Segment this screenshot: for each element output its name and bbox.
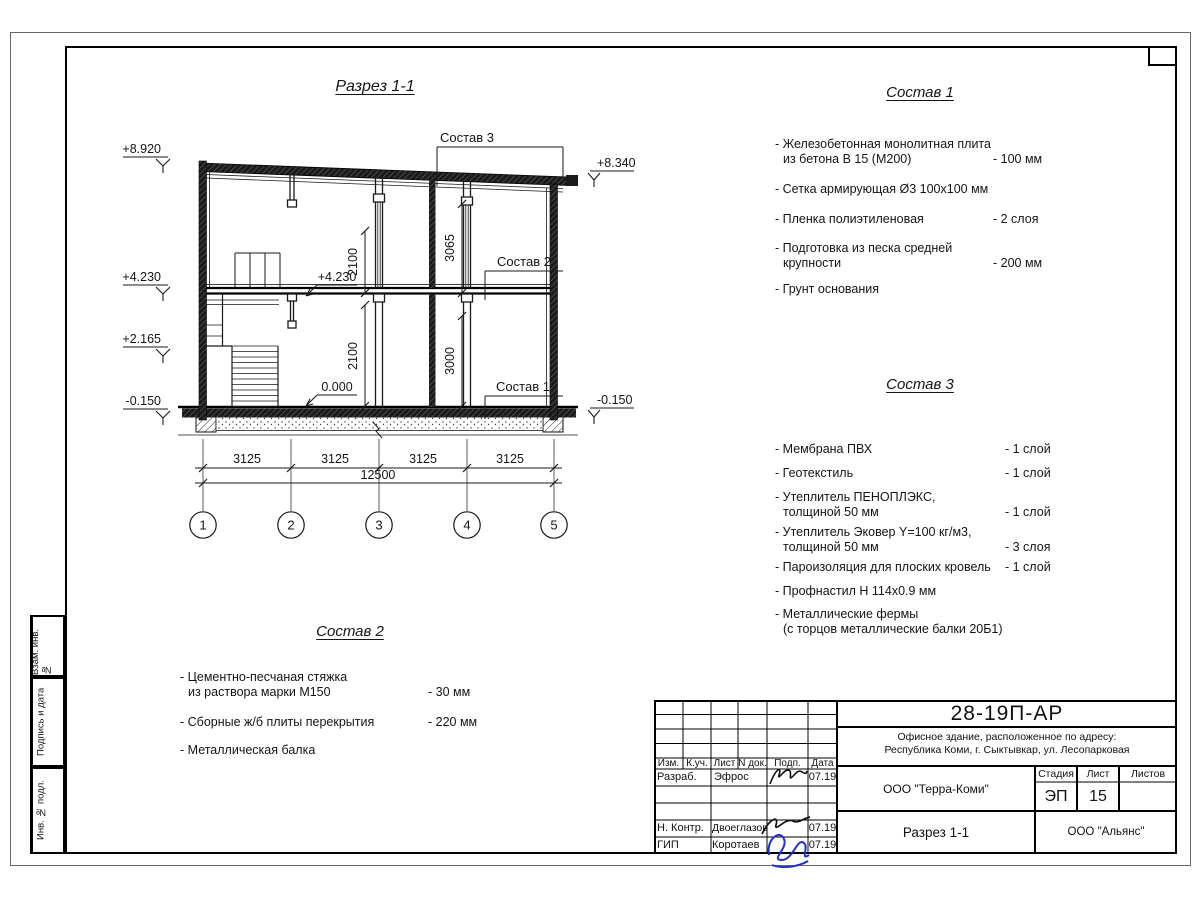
svg-text:12500: 12500 (360, 468, 396, 482)
tb-role-razrab: Разраб. (657, 771, 697, 783)
sostav1-title: Состав 1 (886, 84, 954, 101)
list-item: - Железобетонная монолитная плита из бетона В 15 (М200) - 100 мм (775, 137, 1043, 166)
tb-header-kuch: К.уч. (686, 758, 708, 769)
list-item: - Сборные ж/б плиты перекрытия - 220 мм (180, 715, 478, 729)
svg-text:3125: 3125 (321, 452, 349, 466)
sostav3-list (775, 440, 1185, 640)
tb-header-data: Дата (811, 758, 834, 769)
tb-view-name: Разрез 1-1 (902, 824, 970, 840)
tb-address-line2: Республика Коми, г. Сыктывкар, ул. Лесопарковая (884, 744, 1130, 756)
list-item: - Грунт основания (775, 282, 880, 296)
svg-text:2100: 2100 (346, 248, 360, 276)
tb-role-nkontr: Н. Контр. (657, 822, 704, 834)
svg-text:5: 5 (550, 517, 558, 533)
stamp-label-vzam: Взам. инв. № (32, 617, 49, 675)
list-item: - Металлическая балка (180, 743, 316, 757)
signature-korotaev (764, 827, 814, 869)
stairs (206, 253, 280, 407)
tb-header-podp: Подп. (774, 758, 801, 769)
list-item: - Мембрана ПВХ - 1 слой (775, 442, 1051, 456)
tb-role-gip: ГИП (657, 839, 679, 851)
tb-sheets-label: Листов (1130, 768, 1166, 780)
tb-stage-label: Стадия (1038, 768, 1074, 780)
tb-stage-value: ЭП (1044, 787, 1068, 805)
tb-date-gip: 07.19 (808, 839, 837, 851)
roof-slab (200, 163, 578, 192)
ground-slab-hatch (182, 409, 576, 418)
tb-doc-code: 28-19П-АР (950, 702, 1064, 725)
axis-bubbles (190, 512, 567, 538)
list-item: - Пленка полиэтиленовая - 2 слоя (775, 212, 1039, 226)
sostav2-title: Состав 2 (316, 623, 384, 640)
section-drawing (100, 60, 650, 550)
tb-sheet-label: Лист (1086, 768, 1110, 780)
sostav2-list (180, 668, 600, 768)
svg-text:+4.230: +4.230 (122, 270, 161, 284)
list-item: - Профнастил Н 114х0.9 мм (775, 584, 937, 598)
svg-text:3125: 3125 (233, 452, 261, 466)
tb-name-efros: Эфрос (714, 771, 749, 783)
svg-text:4: 4 (463, 517, 471, 533)
sostav1-list (775, 135, 1185, 305)
svg-text:3125: 3125 (409, 452, 437, 466)
svg-text:2100: 2100 (346, 342, 360, 370)
list-item: - Утеплитель ПЕНОПЛЭКС, толщиной 50 мм - 1 слой (775, 490, 1051, 519)
svg-text:-0.150: -0.150 (597, 393, 633, 407)
svg-text:1: 1 (199, 517, 207, 533)
tb-address-line1: Офисное здание, расположенное по адресу: (897, 731, 1117, 743)
list-item: - Подготовка из песка средней крупности - 200 мм (775, 241, 1043, 270)
svg-text:+4.230: +4.230 (317, 270, 357, 284)
svg-text:+8.340: +8.340 (597, 156, 636, 170)
svg-text:Состав 2: Состав 2 (497, 254, 551, 269)
sand-layer (216, 418, 543, 431)
svg-text:0.000: 0.000 (321, 380, 353, 394)
tb-header-izm: Изм. (657, 758, 680, 769)
list-item: - Геотекстиль - 1 слой (775, 466, 1051, 480)
list-item: - Утеплитель Эковер Y=100 кг/м3, толщиной 50 мм - 3 слоя (775, 525, 1051, 554)
list-item: - Пароизоляция для плоских кровель - 1 слой (775, 560, 1051, 574)
svg-text:Состав 3: Состав 3 (440, 130, 494, 145)
svg-text:+8.920: +8.920 (122, 142, 161, 156)
svg-text:3065: 3065 (443, 234, 457, 262)
corner-box (1148, 46, 1177, 66)
tb-org-right: ООО "Альянс" (1067, 826, 1145, 838)
stamp-box-inv (30, 767, 65, 854)
title-block (654, 700, 1177, 854)
tb-name-dvoeglazov: Двоеглазов (712, 822, 768, 834)
stamp-label-podpis: Подпись и дата (32, 679, 49, 765)
tb-address (837, 731, 1177, 757)
tb-date-nkontr: 07.19 (808, 822, 837, 834)
svg-text:+2.165: +2.165 (122, 332, 161, 346)
svg-text:3000: 3000 (443, 347, 457, 375)
section-title: Разрез 1-1 (335, 78, 415, 95)
tb-sheet-value: 15 (1089, 787, 1107, 805)
stamp-box-vzam (30, 615, 65, 677)
svg-text:-0.150: -0.150 (125, 394, 161, 408)
dimension-labels (233, 234, 524, 482)
svg-text:Состав 1: Состав 1 (496, 379, 550, 394)
list-item: - Цементно-песчаная стяжка из раствора марки М150 - 30 мм (180, 670, 471, 699)
svg-text:3: 3 (375, 517, 383, 533)
list-item: - Сетка армирующая Ø3 100х100 мм (775, 182, 989, 196)
svg-text:2: 2 (287, 517, 295, 533)
svg-text:3125: 3125 (496, 452, 524, 466)
sostav3-title: Состав 3 (886, 376, 954, 393)
stamp-box-podpis (30, 677, 65, 767)
stamp-label-inv: Инв. № подл. (32, 769, 49, 852)
signature-efros (767, 763, 809, 789)
list-item: - Металлические фермы (с торцов металлические балки 20Б1) (775, 607, 1003, 636)
tb-org-center: ООО "Терра-Коми" (883, 781, 989, 796)
tb-header-list: Лист (713, 758, 736, 769)
tb-header-ndok: N док. (738, 758, 767, 769)
tb-name-korotaev: Коротаев (712, 839, 760, 851)
tb-date-razrab: 07.19 (808, 771, 837, 783)
